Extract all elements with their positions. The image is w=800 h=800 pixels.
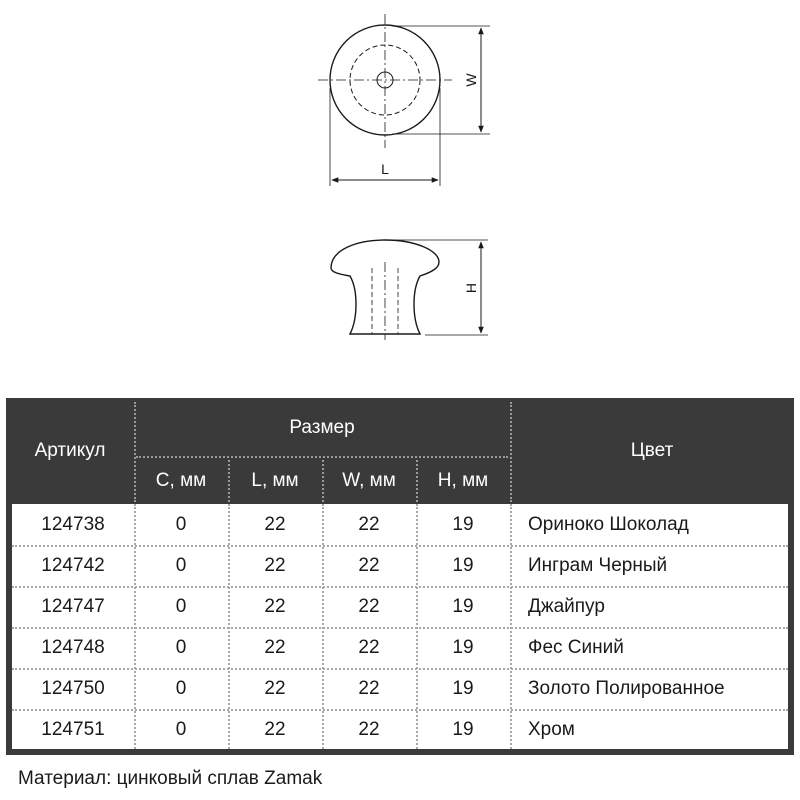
column-divider — [416, 504, 418, 749]
header-c: C, мм — [155, 470, 207, 491]
header-w: W, мм — [342, 470, 396, 491]
row-divider — [12, 709, 788, 711]
cell-l: 22 — [264, 636, 286, 658]
table-row — [12, 504, 788, 545]
cell-h: 19 — [452, 554, 474, 576]
column-divider — [510, 504, 512, 749]
cell-l: 22 — [264, 513, 286, 535]
cell-c: 0 — [175, 677, 187, 699]
cell-c: 0 — [175, 554, 187, 576]
cell-h: 19 — [452, 513, 474, 535]
cell-w: 22 — [358, 677, 380, 699]
column-divider — [228, 504, 230, 749]
cell-w: 22 — [358, 718, 380, 740]
knob-top-view — [318, 14, 490, 186]
header-size-group: Размер — [289, 417, 355, 438]
cell-article: 124750 — [41, 677, 105, 699]
cell-h: 19 — [452, 595, 474, 617]
row-divider — [12, 668, 788, 670]
cell-w: 22 — [358, 513, 380, 535]
dim-h-label: H — [463, 282, 479, 294]
spec-table — [6, 398, 794, 755]
cell-h: 19 — [452, 636, 474, 658]
row-divider — [12, 545, 788, 547]
header-divider — [322, 460, 324, 502]
cell-w: 22 — [358, 554, 380, 576]
cell-color: Фес Синий — [528, 636, 624, 658]
cell-color: Ориноко Шоколад — [528, 513, 689, 535]
cell-h: 19 — [452, 677, 474, 699]
cell-c: 0 — [175, 595, 187, 617]
cell-w: 22 — [358, 636, 380, 658]
table-row — [12, 586, 788, 627]
column-divider — [322, 504, 324, 749]
cell-c: 0 — [175, 718, 187, 740]
header-divider — [510, 402, 512, 502]
cell-l: 22 — [264, 554, 286, 576]
cell-article: 124738 — [41, 513, 105, 535]
cell-c: 0 — [175, 513, 187, 535]
header-divider — [228, 460, 230, 502]
table-row — [12, 668, 788, 709]
table-row — [12, 709, 788, 750]
cell-color: Хром — [528, 718, 575, 740]
cell-l: 22 — [264, 595, 286, 617]
cell-w: 22 — [358, 595, 380, 617]
dim-l-label: L — [381, 161, 389, 177]
column-divider — [134, 504, 136, 749]
header-divider — [134, 402, 136, 502]
material-note: Материал: цинковый сплав Zamak — [18, 768, 323, 789]
table-body — [12, 504, 788, 749]
cell-h: 19 — [452, 718, 474, 740]
dim-w-label: W — [463, 73, 479, 87]
header-article: Артикул — [34, 440, 106, 461]
row-divider — [12, 627, 788, 629]
cell-article: 124748 — [41, 636, 105, 658]
cell-l: 22 — [264, 718, 286, 740]
header-divider — [136, 456, 508, 458]
table-row — [12, 545, 788, 586]
cell-c: 0 — [175, 636, 187, 658]
header-divider — [416, 460, 418, 502]
cell-article: 124747 — [41, 595, 105, 617]
header-h: H, мм — [437, 470, 489, 491]
table-row — [12, 627, 788, 668]
cell-article: 124742 — [41, 554, 105, 576]
cell-color: Джайпур — [528, 595, 605, 617]
cell-color: Золото Полированное — [528, 677, 725, 699]
cell-color: Инграм Черный — [528, 554, 668, 576]
row-divider — [12, 586, 788, 588]
header-color: Цвет — [630, 440, 674, 461]
cell-l: 22 — [264, 677, 286, 699]
cell-article: 124751 — [41, 718, 105, 740]
header-l: L, мм — [251, 470, 299, 491]
